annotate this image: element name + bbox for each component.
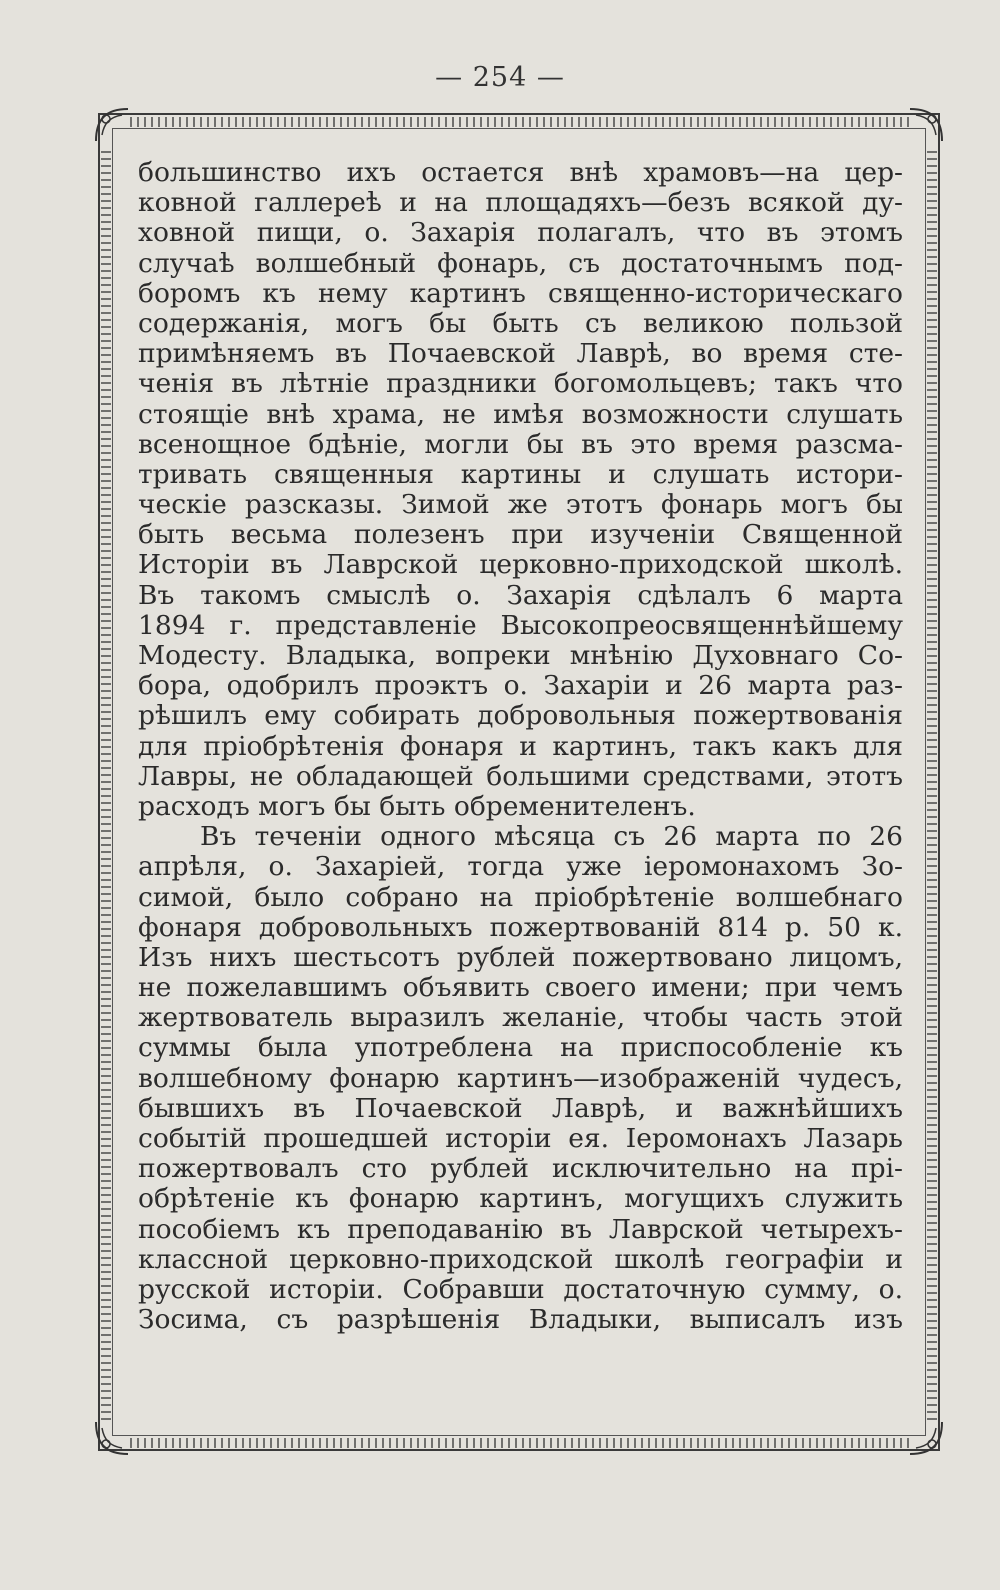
text-line: тривать священныя картины и слушать истори- (138, 458, 903, 490)
text-line: ковной галлереѣ и на площадяхъ—безъ всякой ду- (138, 187, 903, 219)
text-line: рѣшилъ ему собирать добровольныя пожертвованія (138, 700, 903, 732)
page-number: — 254 — (435, 62, 565, 93)
text-line: 1894 г. представленіе Высокопреосвященнѣйшему (138, 609, 903, 641)
text-line: русской исторіи. Собравши достаточную сумму, о. (138, 1273, 903, 1305)
text-line: жертвователь выразилъ желаніе, чтобы часть этой (138, 1002, 903, 1034)
text-line: Лавры, не обладающей большими средствами, этотъ (138, 760, 903, 792)
text-line: ченія въ лѣтніе праздники богомольцевъ; такъ что (138, 368, 903, 400)
text-line: волшебному фонарю картинъ—изображеній чудесъ, (138, 1062, 903, 1094)
text-line: суммы была употреблена на приспособленіе къ (138, 1032, 903, 1064)
text-line: фонаря добровольныхъ пожертвованій 814 р. 50 к. (138, 911, 903, 943)
text-line: классной церковно-приходской школѣ географіи и (138, 1243, 903, 1275)
text-line: Исторіи въ Лаврской церковно-приходской школѣ. (138, 549, 903, 581)
text-line: ческіе разсказы. Зимой же этотъ фонарь могъ бы (138, 489, 903, 521)
fleuron-icon (906, 105, 946, 145)
text-line: Въ теченіи одного мѣсяца съ 26 марта по 26 (200, 821, 903, 853)
text-line: событій прошедшей исторіи ея. Іеромонахъ Лазарь (138, 1123, 903, 1154)
text-line: примѣняемъ въ Почаевской Лаврѣ, во время сте- (138, 338, 903, 370)
text-line: случаѣ волшебный фонарь, съ достаточнымъ под- (138, 247, 903, 279)
body-text (138, 158, 903, 1335)
text-line: бывшихъ въ Почаевской Лаврѣ, и важнѣйшихъ (138, 1092, 903, 1124)
text-line: Въ такомъ смыслѣ о. Захарія сдѣлалъ 6 марта (138, 579, 903, 611)
text-line: стоящіе внѣ храма, не имѣя возможности слушать (138, 398, 903, 430)
text-line: Зосима, съ разрѣшенія Владыки, выписалъ изъ (138, 1304, 903, 1336)
text-line: большинство ихъ остается внѣ храмовъ—на цер- (138, 157, 903, 188)
fleuron-icon (92, 1418, 132, 1458)
text-line: Изъ нихъ шестьсотъ рублей пожертвовано лицомъ, (138, 941, 903, 973)
text-line: обрѣтеніе къ фонарю картинъ, могущихъ служить (138, 1183, 903, 1215)
text-line: симой, было собрано на пріобрѣтеніе волшебнаго (138, 881, 903, 913)
text-line: пожертвовалъ сто рублей исключительно на прі- (138, 1153, 903, 1185)
text-line: бора, одобрилъ проэктъ о. Захаріи и 26 марта раз- (138, 670, 903, 702)
text-line: не пожелавшимъ объявить своего имени; при чемъ (138, 972, 903, 1004)
text-line: боромъ къ нему картинъ священно-историческаго (138, 277, 903, 309)
text-line: быть весьма полезенъ при изученіи Священной (138, 519, 903, 551)
bottom-border-hatch (130, 1438, 910, 1448)
text-line: Модесту. Владыка, вопреки мнѣнію Духовнаго Со- (138, 640, 903, 671)
left-border-hatch (101, 150, 111, 1420)
text-line: апрѣля, о. Захаріей, тогда уже іеромонахомъ Зо- (138, 851, 903, 883)
text-line: для пріобрѣтенія фонаря и картинъ, такъ какъ для (138, 730, 903, 762)
text-line: всенощное бдѣніе, могли бы въ это время разсма- (138, 428, 903, 460)
text-line: расходъ могъ бы быть обременителенъ. (138, 790, 696, 822)
text-line: ховной пищи, о. Захарія полагалъ, что въ этомъ (138, 217, 903, 249)
fleuron-icon (92, 105, 132, 145)
right-border-hatch (927, 150, 937, 1420)
text-line: содержанія, могъ бы быть съ великою пользой (138, 307, 903, 339)
text-line: пособіемъ къ преподаванію въ Лаврской четырехъ- (138, 1213, 903, 1245)
fleuron-icon (906, 1418, 946, 1458)
top-border-hatch (130, 117, 910, 127)
